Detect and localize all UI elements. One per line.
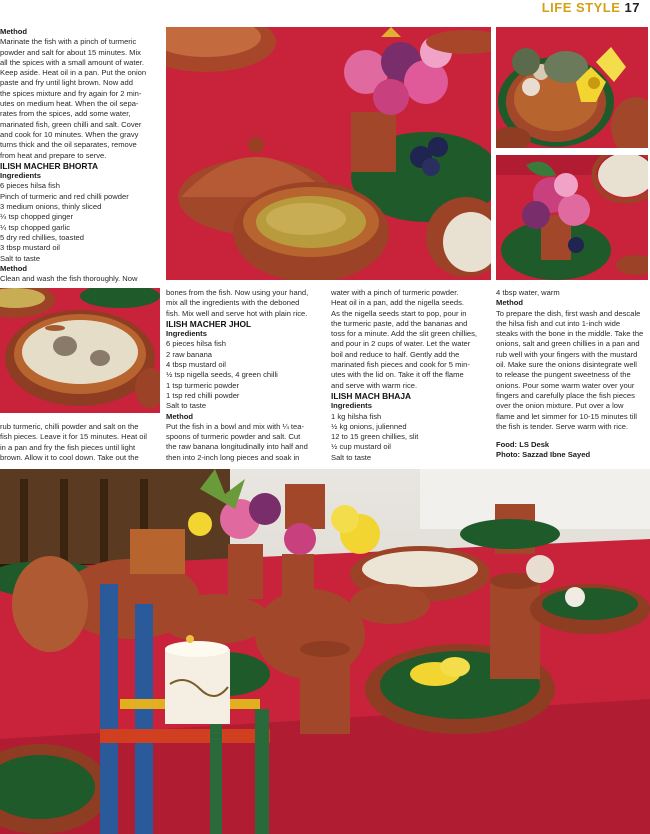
text-line: Marinate the fish with a pinch of turmeric: [0, 37, 137, 47]
text-line: marinated fish, green chilli and salt. Cover: [0, 119, 142, 129]
text-line: fish. Mix well and serve hot with plain rice.: [166, 308, 308, 318]
text-line: 6 pieces hilsa fish: [0, 181, 60, 191]
masthead-style: STYLE: [576, 0, 621, 15]
text-line: fish pieces. Leave it for 15 minutes. Heat oil: [0, 432, 147, 442]
text-line: and pour in 2 cups of water. Let the water: [331, 339, 471, 349]
text-line: 12 to 15 green chillies, slit: [331, 432, 419, 442]
text-line: 2 raw banana: [166, 349, 213, 359]
section-heading: Method: [0, 263, 27, 273]
text-line: all the spices with a small amount of water.: [0, 57, 144, 67]
text-line: steaks with the bone in the middle. Take the: [496, 329, 644, 339]
text-line: the turmeric paste, add the bananas and: [331, 318, 468, 328]
section-heading: Ingredients: [166, 329, 207, 339]
text-line: ¼ tsp chopped garlic: [0, 222, 71, 232]
recipe-title: ILISH MACH BHAJA: [331, 390, 412, 401]
text-line: paste and fry until light brown. Now add: [0, 78, 133, 88]
text-line: the hilsa fish and cut into 1-inch wide: [496, 318, 621, 328]
text-line: 1 tsp red chilli powder: [166, 390, 240, 400]
text-line: onions, salt and green chillies in a pan and: [496, 339, 640, 349]
photo-bhorta-table: [166, 27, 491, 280]
text-line: mix all the ingredients with the deboned: [166, 298, 300, 308]
text-line: utes on medium heat. When the oil sepa-: [0, 99, 139, 109]
section-heading: Method: [496, 298, 523, 308]
column-2-text: [166, 288, 326, 463]
text-line: Salt to taste: [331, 452, 372, 462]
masthead-life: LIFE: [541, 0, 572, 15]
text-line: ¼ tsp chopped ginger: [0, 212, 74, 222]
text-line: toss for a minute. Add the slit green chillies,: [331, 329, 478, 339]
text-line: fingers and carefully place the fish pieces: [496, 390, 635, 400]
recipe-title: ILISH MACHER JHOL: [166, 318, 252, 329]
photo-flowers-bowls: [496, 27, 648, 148]
text-line: ½ kg onions, julienned: [331, 421, 407, 431]
text-line: from heat and prepare to serve.: [0, 150, 107, 160]
text-line: 3 medium onions, thinly sliced: [0, 202, 102, 212]
page-number: 17: [624, 0, 640, 15]
text-line: to release the pungent sweetness of the: [496, 370, 631, 380]
text-line: 1 kg hilsha fish: [331, 411, 382, 421]
column-1-top-text: [0, 27, 160, 284]
text-line: in a pan and fry the fish pieces until light: [0, 442, 136, 452]
text-line: ½ cup mustard oil: [331, 442, 391, 452]
text-line: powder and salt for about 15 minutes. Mix: [0, 47, 141, 57]
text-line: 1 tsp turmeric powder: [166, 380, 240, 390]
text-line: ½ tsp nigella seeds, 4 green chilli: [166, 370, 278, 380]
text-line: Put the fish in a bowl and mix with ¼ tea-: [166, 421, 305, 431]
text-line: and serve with warm rice.: [331, 380, 418, 390]
column-4-text: [496, 288, 648, 461]
photo-rice-bowl: [0, 288, 160, 413]
column-3-text: [331, 288, 491, 463]
text-line: spoons of turmeric powder and salt. Cut: [166, 432, 301, 442]
text-line: 3 tbsp mustard oil: [0, 243, 60, 253]
section-heading: Method: [166, 411, 193, 421]
text-line: then into 2-inch long pieces and soak in: [166, 452, 300, 462]
text-line: To prepare the dish, first wash and descale: [496, 308, 641, 318]
text-line: Clean and wash the fish thoroughly. Now: [0, 274, 138, 284]
text-line: rub turmeric, chilli powder and salt on the: [0, 422, 139, 431]
text-line: flame and let simmer for 10-15 minutes till: [496, 411, 637, 421]
text-line: 4 tbsp water, warm: [496, 288, 560, 297]
text-line: turns thick and the oil separates, remove: [0, 140, 137, 150]
text-line: bones from the fish. Now using your hand,: [166, 288, 309, 297]
text-line: Keep aside. Heat oil in a pan. Put the onion: [0, 68, 147, 78]
section-heading: Ingredients: [0, 171, 41, 181]
photo-table-spread: [0, 469, 650, 834]
text-line: over the onion mixture. Put over a low: [496, 401, 624, 411]
section-heading: Method: [0, 27, 27, 36]
text-line: marinated fish pieces and cook for 5 min-: [331, 360, 470, 370]
section-heading: Food: LS Desk: [496, 440, 550, 450]
text-line: boil and reduce to half. Gently add the: [331, 349, 460, 359]
text-line: As the nigella seeds start to pop, pour in: [331, 308, 467, 318]
text-line: rates from the spices, add some water,: [0, 109, 131, 119]
text-line: the fish is tender. Serve warm with rice.: [496, 421, 629, 431]
spacer: [496, 432, 648, 440]
text-line: utes with the lid on. Take it off the flame: [331, 370, 464, 380]
text-line: water with a pinch of turmeric powder.: [331, 288, 459, 297]
text-line: Salt to taste: [166, 401, 207, 411]
text-line: the spices mixture and fry again for 2 min-: [0, 88, 142, 98]
text-line: 6 pieces hilsa fish: [166, 339, 226, 349]
text-line: Salt to taste: [0, 253, 41, 263]
text-line: brown. Allow it to cool down. Take out the: [0, 452, 139, 462]
text-line: Pinch of turmeric and red chilli powder: [0, 191, 129, 201]
text-line: oil. Make sure the onions disintegrate well: [496, 360, 637, 370]
text-line: 5 dry red chillies, toasted: [0, 232, 84, 242]
text-line: and cook for 10 minutes. When the gravy: [0, 129, 139, 139]
section-heading: Photo: Sazzad Ibne Sayed: [496, 450, 591, 460]
column-1-bottom-text: [0, 422, 160, 463]
photo-flowers-pot: [496, 155, 648, 280]
text-line: onions. Pour some warm water over your: [496, 380, 635, 390]
text-line: the raw banana longitudinally into half and: [166, 442, 308, 452]
recipe-title: ILISH MACHER BHORTA: [0, 160, 99, 171]
masthead: [542, 0, 640, 16]
section-heading: Ingredients: [331, 401, 372, 411]
text-line: Heat oil in a pan, add the nigella seeds.: [331, 298, 464, 308]
text-line: rub well with your fingers with the mustard: [496, 349, 638, 359]
text-line: 4 tbsp mustard oil: [166, 360, 226, 370]
